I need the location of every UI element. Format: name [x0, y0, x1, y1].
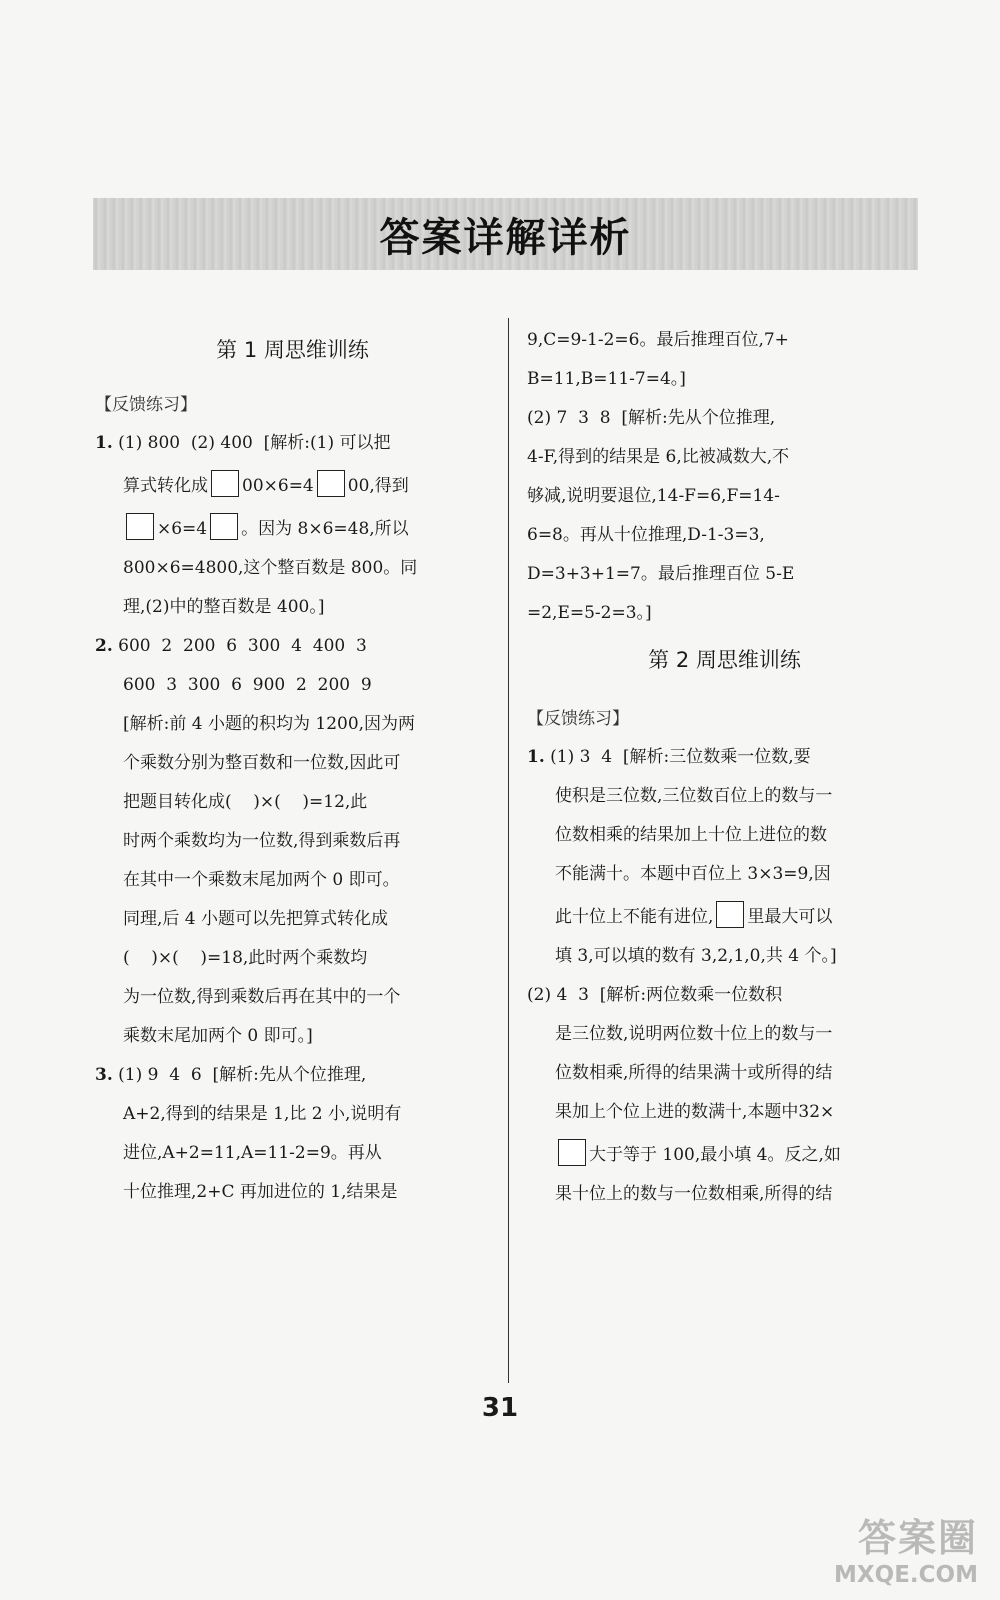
r-q1-line11 [527, 1139, 922, 1168]
watermark-logo [834, 1507, 978, 1588]
r-line6: 6=8。再从十位推理,D-1-3=3, [527, 525, 765, 545]
r-line4: 4-F,得到的结果是 6,比被减数大,不 [527, 447, 790, 467]
q2-line2: 600 3 300 6 900 2 200 9 [123, 675, 372, 695]
q1-text: ×6=4 [157, 519, 208, 539]
q1-text: 算式转化成 [123, 476, 208, 496]
q2-line11: 乘数末尾加两个 0 即可。] [123, 1026, 313, 1046]
q3-text: (1) 9 4 6 [解析:先从个位推理, [118, 1065, 367, 1085]
r-line8: =2,E=5-2=3。] [527, 603, 652, 623]
r-q1-text: 此十位上不能有进位, [555, 907, 714, 927]
q2-line1 [95, 634, 490, 659]
q2-line9: ( )×( )=18,此时两个乘数均 [123, 948, 368, 968]
feedback-tag: 【反馈练习】 [95, 395, 197, 415]
q2-line6: 时两个乘数均为一位数,得到乘数后再 [123, 831, 401, 851]
left-column [95, 328, 490, 1219]
q1-line5: 理,(2)中的整百数是 400。] [123, 597, 325, 617]
q1-line1 [95, 431, 490, 456]
r-q1-line9: 位数相乘,所得的结果满十或所得的结 [555, 1063, 833, 1083]
r-q1-line4: 不能满十。本题中百位上 3×3=9,因 [555, 864, 831, 884]
q2-line5: 把题目转化成( )×( )=12,此 [123, 792, 368, 812]
page-number: 31 [481, 1393, 519, 1423]
section-title-week1: 第 1 周思维训练 [216, 338, 369, 362]
r-q1-text: (1) 3 4 [解析:三位数乘一位数,要 [550, 747, 811, 767]
q3-number: 3. [95, 1065, 113, 1085]
q3-line3: 进位,A+2=11,A=11-2=9。再从 [123, 1143, 382, 1163]
r-q1-line7: (2) 4 3 [解析:两位数乘一位数积 [527, 985, 783, 1005]
blank-box [558, 1139, 586, 1166]
q1-line4: 800×6=4800,这个整百数是 800。同 [123, 558, 418, 578]
page-title: 答案详解详析 [379, 214, 632, 261]
q1-text: 00,得到 [347, 476, 409, 496]
watermark-text: 答案圈 [857, 1516, 978, 1560]
q3-line2: A+2,得到的结果是 1,比 2 小,说明有 [123, 1104, 402, 1124]
blank-box [211, 470, 239, 497]
r-line7: D=3+3+1=7。最后推理百位 5-E [527, 564, 795, 584]
r-q1-line12: 果十位上的数与一位数相乘,所得的结 [555, 1184, 833, 1204]
q2-line3: [解析:前 4 小题的积均为 1200,因为两 [123, 714, 416, 734]
r-line3: (2) 7 3 8 [解析:先从个位推理, [527, 408, 776, 428]
r-q1-line5 [527, 901, 922, 930]
q1-text: (1) 800 (2) 400 [解析:(1) 可以把 [118, 433, 391, 453]
r-q1-number: 1. [527, 747, 545, 767]
r-q1-line10: 果加上个位上进的数满十,本题中32× [555, 1102, 835, 1122]
r-line2: B=11,B=11-7=4。] [527, 369, 686, 389]
blank-box [126, 513, 154, 540]
q1-number: 1. [95, 433, 113, 453]
q2-line7: 在其中一个乘数末尾加两个 0 即可。 [123, 870, 400, 890]
r-line1: 9,C=9-1-2=6。最后推理百位,7+ [527, 330, 789, 350]
r-line5: 够减,说明要退位,14-F=6,F=14- [527, 486, 780, 506]
q1-line2 [95, 470, 490, 499]
q1-line3 [95, 513, 490, 542]
q1-text: 。因为 8×6=48,所以 [241, 519, 409, 539]
right-column [527, 328, 922, 1221]
q2-line10: 为一位数,得到乘数后再在其中的一个 [123, 987, 401, 1007]
r-q1-line1 [527, 745, 922, 770]
q2-text: 600 2 200 6 300 4 400 3 [118, 636, 367, 656]
q2-number: 2. [95, 636, 113, 656]
r-q1-line8: 是三位数,说明两位数十位上的数与一 [555, 1024, 833, 1044]
r-q1-line2: 使积是三位数,三位数百位上的数与一 [555, 786, 833, 806]
q3-line4: 十位推理,2+C 再加进位的 1,结果是 [123, 1182, 398, 1202]
column-divider [508, 318, 509, 1383]
feedback-tag: 【反馈练习】 [527, 709, 629, 729]
r-q1-line6: 填 3,可以填的数有 3,2,1,0,共 4 个。] [555, 946, 837, 966]
r-q1-text: 里最大可以 [747, 907, 833, 927]
watermark-url: MXQE.COM [834, 1562, 978, 1588]
q2-line8: 同理,后 4 小题可以先把算式转化成 [123, 909, 389, 929]
q2-line4: 个乘数分别为整百数和一位数,因此可 [123, 753, 401, 773]
header-banner [93, 198, 918, 270]
r-q1-line3: 位数相乘的结果加上十位上进位的数 [555, 825, 827, 845]
blank-box [716, 901, 744, 928]
blank-box [210, 513, 238, 540]
q3-line1 [95, 1063, 490, 1088]
q1-text: 00×6=4 [242, 476, 314, 496]
blank-box [317, 470, 345, 497]
section-title-week2: 第 2 周思维训练 [648, 648, 801, 672]
r-q1-text: 大于等于 100,最小填 4。反之,如 [589, 1145, 841, 1165]
